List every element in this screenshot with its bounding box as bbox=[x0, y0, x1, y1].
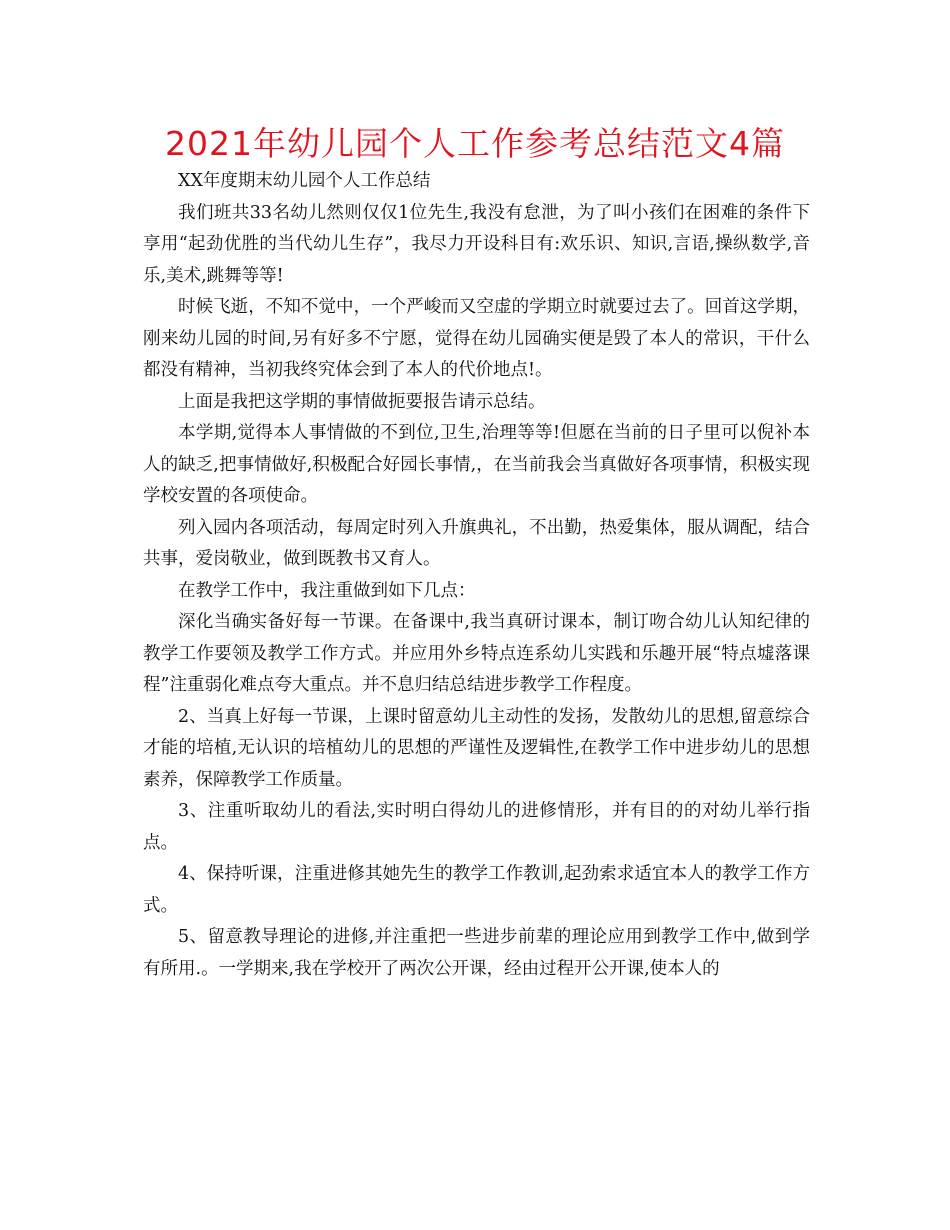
document-body bbox=[143, 166, 810, 985]
paragraph: 时候飞逝，不知不觉中，一个严峻而又空虚的学期立时就要过去了。回首这学期，刚来幼儿园的时间,另有好多不宁愿，觉得在幼儿园确实便是毁了本人的常识，干什么都没有精神，当初我终究体会到了本人的代价地点!。 bbox=[143, 297, 810, 380]
paragraph: 本学期,觉得本人事情做的不到位,卫生,治理等等!但愿在当前的日子里可以倪补本人的缺乏,把事情做好,积极配合好园长事情,，在当前我会当真做好各项事情，积极实现学校安置的各项使命。 bbox=[143, 423, 810, 506]
paragraph: 上面是我把这学期的事情做扼要报告请示总结。 bbox=[178, 391, 546, 412]
paragraph: 3、注重听取幼儿的看法,实时明白得幼儿的进修情形，并有目的的对幼儿举行指点。 bbox=[143, 801, 810, 853]
paragraph: 在教学工作中，我注重做到如下几点： bbox=[178, 580, 476, 601]
paragraph: 5、留意教导理论的进修,并注重把一些进步前辈的理论应用到教学工作中,做到学有所用.。一学期来,我在学校开了两次公开课，经由过程开公开课,使本人的 bbox=[143, 927, 810, 979]
paragraph: 深化当确实备好每一节课。在备课中,我当真研讨课本，制订吻合幼儿认知纪律的教学工作要领及教学工作方式。并应用外乡特点连系幼儿实践和乐趣开展“特点墟落课程”注重弱化难点夸大重点。并不息归结总结进步教学工作程度。 bbox=[143, 612, 810, 695]
paragraph-subtitle: XX年度期末幼儿园个人工作总结 bbox=[178, 171, 431, 191]
paragraph: 列入园内各项活动，每周定时列入升旗典礼，不出勤，热爱集体，服从调配，结合共事，爱岗敬业，做到既教书又育人。 bbox=[143, 517, 810, 569]
paragraph: 2、当真上好每一节课，上课时留意幼儿主动性的发扬，发散幼儿的思想,留意综合才能的培植,无认识的培植幼儿的思想的严谨性及逻辑性,在教学工作中进步幼儿的思想素养，保障教学工作质量。 bbox=[143, 706, 810, 790]
paragraph: 4、保持听课，注重进修其她先生的教学工作教训,起劲索求适宜本人的教学工作方式。 bbox=[143, 864, 810, 916]
paragraph: 我们班共33名幼儿然则仅仅1位先生,我没有怠泄，为了叫小孩们在困难的条件下享用“起劲优胜的当代幼儿生存”，我尽力开设科目有:欢乐识、知识,言语,操纵数学,音乐,美术,跳舞等等! bbox=[143, 202, 810, 286]
document-title: 2021年幼儿园个人工作参考总结范文4篇 bbox=[165, 124, 785, 163]
